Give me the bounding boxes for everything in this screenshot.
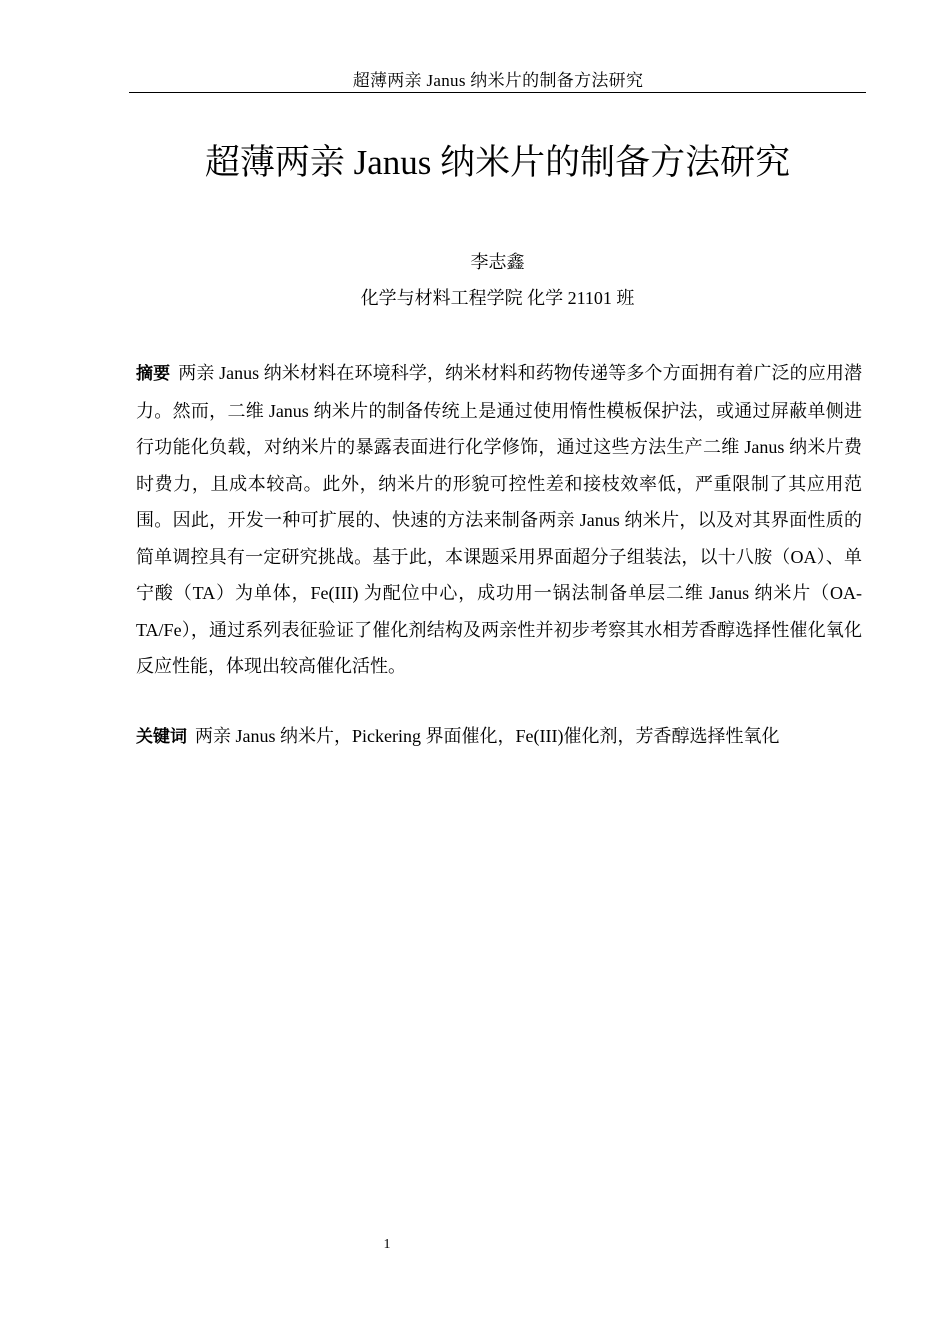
abstract-text: 两亲 Janus 纳米材料在环境科学，纳米材料和药物传递等多个方面拥有着广泛的应用潜力。然而，二维 Janus 纳米片的制备传统上是通过使用惰性模板保护法，或通过屏蔽单侧进行功能化负载，对纳米片的暴露表面进行化学修饰，通过这些方法生产二维 Janus 纳米片费时费力，且成本较高。此外，纳米片的形貌可控性差和接枝效率低，严重限制了其应用范围。因此，开发一种可扩展的、快速的方法来制备两亲 Janus 纳米片，以及对其界面性质的简单调控具有一定研究挑战。基于此，本课题采用界面超分子组装法，以十八胺（OA）、单宁酸（TA）为单体，Fe(III) 为配位中心，成功用一锅法制备单层二维 Janus 纳米片（OA-TA/Fe），通过系列表征验证了催化剂结构及两亲性并初步考察其水相芳香醇选择性催化氧化反应性能，体现出较高催化活性。 <box>136 363 862 676</box>
document-title: 超薄两亲 Janus 纳米片的制备方法研究 <box>204 143 791 182</box>
author-name: 李志鑫 <box>470 252 525 272</box>
author-affiliation: 化学与材料工程学院 化学 21101 班 <box>360 288 635 308</box>
keywords-text: 两亲 Janus 纳米片，Pickering 界面催化，Fe(III)催化剂，芳香醇选择性氧化 <box>195 726 780 746</box>
running-header: 超薄两亲 Janus 纳米片的制备方法研究 <box>352 71 644 90</box>
page-number: 1 <box>383 1237 391 1252</box>
abstract-paragraph <box>136 355 862 685</box>
keywords-paragraph <box>136 718 862 755</box>
abstract-label: 摘要 <box>136 364 171 384</box>
header-rule <box>129 92 866 93</box>
keywords-label: 关键词 <box>136 727 187 747</box>
